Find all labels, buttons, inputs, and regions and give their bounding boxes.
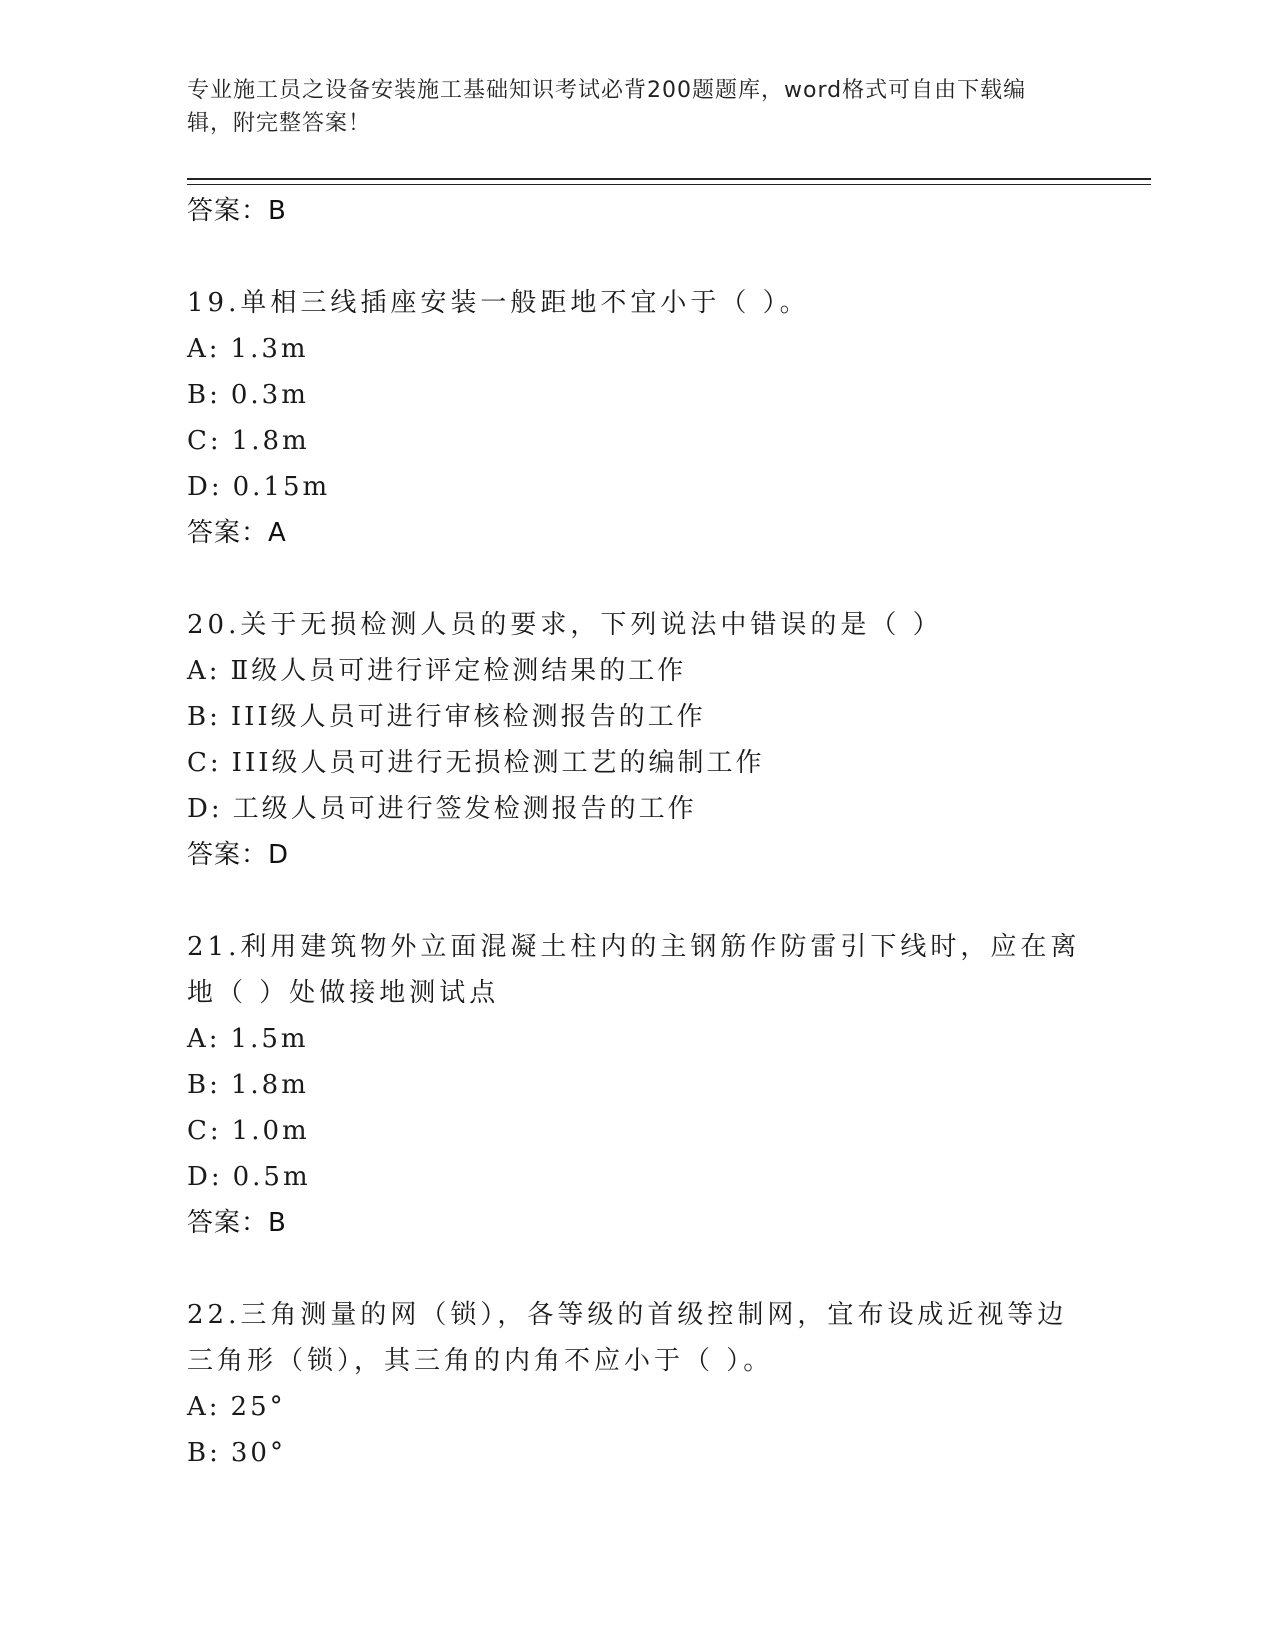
option-letter: C (187, 748, 210, 778)
option-letter: C (187, 1116, 210, 1146)
option-text: Ⅱ级人员可进行评定检测结果的工作 (230, 656, 687, 686)
option-a: A: 1.3m (187, 326, 1087, 372)
option-letter: B (187, 380, 210, 410)
answer-value: B (268, 1208, 287, 1238)
answer-label: 答案： (187, 196, 269, 226)
option-a: A: 25° (187, 1384, 1087, 1430)
option-letter: A (187, 334, 209, 364)
question-21 (187, 924, 1087, 1246)
question-list (187, 188, 1087, 1476)
option-text: 0.5m (232, 1162, 311, 1192)
option-text: 工级人员可进行签发检测报告的工作 (232, 794, 697, 824)
answer-value: A (268, 518, 287, 548)
option-text: 1.8m (231, 426, 310, 456)
option-letter: B (187, 1070, 210, 1100)
option-text: III级人员可进行审核检测报告的工作 (230, 702, 706, 732)
question-text: 22.三角测量的网（锁），各等级的首级控制网，宜布设成近视等边三角形（锁），其三角的内角不应小于（ ）。 (187, 1300, 1068, 1376)
answer-value: B (268, 196, 287, 226)
option-letter: A (187, 1392, 209, 1422)
question-text: 20.关于无损检测人员的要求，下列说法中错误的是（ ） (187, 610, 943, 640)
option-text: 1.8m (230, 1070, 309, 1100)
answer-line (187, 832, 1087, 878)
option-c: C: 1.8m (187, 418, 1087, 464)
option-letter: B (187, 702, 210, 732)
question-text: 21.利用建筑物外立面混凝土柱内的主钢筋作防雷引下线时，应在离地（ ）处做接地测试点 (187, 932, 1081, 1008)
answer-value: D (268, 840, 290, 870)
question-19 (187, 280, 1087, 556)
option-d: D: 0.5m (187, 1154, 1087, 1200)
option-letter: D (187, 1162, 211, 1192)
answer-line (187, 510, 1087, 556)
question-22 (187, 1292, 1087, 1476)
answer-label: 答案： (187, 1208, 269, 1238)
option-text: 0.15m (232, 472, 331, 502)
option-c: C: III级人员可进行无损检测工艺的编制工作 (187, 740, 1087, 786)
question-20 (187, 602, 1087, 878)
question-text: 19.单相三线插座安装一般距地不宜小于（ ）。 (187, 288, 810, 318)
option-d: D: 工级人员可进行签发检测报告的工作 (187, 786, 1087, 832)
option-letter: A (187, 656, 209, 686)
option-letter: D (187, 472, 211, 502)
option-text: 25° (230, 1392, 286, 1422)
option-c: C: 1.0m (187, 1108, 1087, 1154)
answer-label: 答案： (187, 518, 269, 548)
option-text: 1.3m (230, 334, 309, 364)
option-letter: A (187, 1024, 209, 1054)
option-text: 1.0m (231, 1116, 310, 1146)
option-text: 30° (230, 1438, 286, 1468)
option-letter: B (187, 1438, 210, 1468)
answer-line (187, 188, 1087, 234)
option-d: D: 0.15m (187, 464, 1087, 510)
header-divider-thin (187, 184, 1151, 185)
option-b: B: 0.3m (187, 372, 1087, 418)
answer-line (187, 1200, 1087, 1246)
option-text: 0.3m (230, 380, 309, 410)
option-text: III级人员可进行无损检测工艺的编制工作 (231, 748, 765, 778)
option-a: A: Ⅱ级人员可进行评定检测结果的工作 (187, 648, 1087, 694)
option-letter: C (187, 426, 210, 456)
option-b: B: 30° (187, 1430, 1087, 1476)
header-divider (187, 178, 1151, 180)
option-b: B: 1.8m (187, 1062, 1087, 1108)
answer-label: 答案： (187, 840, 269, 870)
option-letter: D (187, 794, 211, 824)
option-text: 1.5m (230, 1024, 309, 1054)
option-b: B: III级人员可进行审核检测报告的工作 (187, 694, 1087, 740)
document-header: 专业施工员之设备安装施工基础知识考试必背200题题库，word格式可自由下载编辑，附完整答案！ (187, 78, 1027, 136)
option-a: A: 1.5m (187, 1016, 1087, 1062)
